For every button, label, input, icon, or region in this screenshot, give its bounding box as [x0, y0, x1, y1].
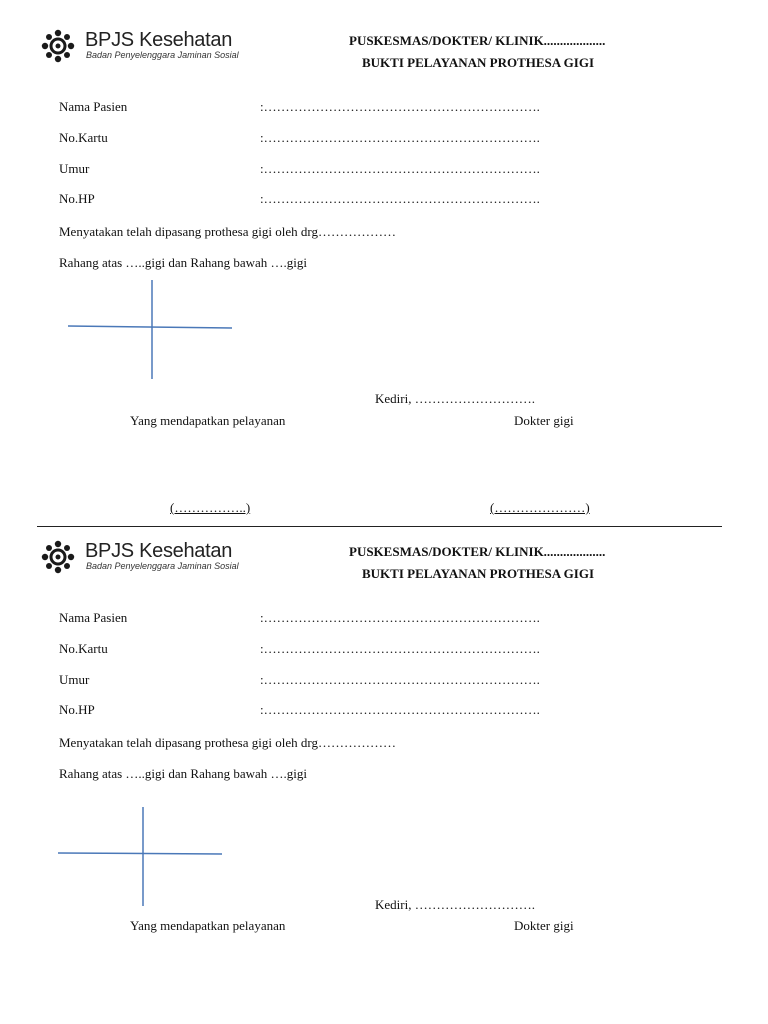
patient-name-field[interactable]: :………………………………………………………. [260, 99, 540, 114]
brand-tagline: Badan Penyelenggara Jaminan Sosial [86, 50, 239, 60]
jaw-count-statement: Rahang atas …..gigi dan Rahang bawah ….gigi [59, 766, 308, 781]
card-number-field[interactable]: :………………………………………………………. [260, 130, 540, 145]
clinic-header: PUSKESMAS/DOKTER/ KLINIK................... [349, 33, 606, 48]
card-number-label: No.Kartu [59, 641, 108, 656]
patient-signature-label: Yang mendapatkan pelayanan [130, 918, 286, 933]
clinic-header: PUSKESMAS/DOKTER/ KLINIK................... [349, 544, 606, 559]
dentist-signature-blank[interactable]: (…………………) [490, 500, 590, 515]
phone-field[interactable]: :………………………………………………………. [260, 191, 540, 206]
age-field[interactable]: :………………………………………………………. [260, 161, 540, 176]
brand-tagline: Badan Penyelenggara Jaminan Sosial [86, 561, 239, 571]
patient-name-label: Nama Pasien [59, 99, 128, 114]
form-title: BUKTI PELAYANAN PROTHESA GIGI [362, 566, 595, 581]
receipt-form-bottom [0, 511, 768, 1023]
age-field[interactable]: :………………………………………………………. [260, 672, 540, 687]
phone-label: No.HP [59, 191, 95, 206]
place-date: Kediri, ………………………. [375, 897, 535, 912]
brand-name: BPJS Kesehatan [85, 29, 233, 51]
bpjs-logo [41, 29, 241, 65]
patient-signature-label: Yang mendapatkan pelayanan [130, 413, 286, 428]
card-number-label: No.Kartu [59, 130, 108, 145]
place-date: Kediri, ………………………. [375, 391, 535, 406]
prosthesis-statement: Menyatakan telah dipasang prothesa gigi oleh drg……………… [59, 224, 396, 239]
age-label: Umur [59, 672, 90, 687]
dentist-signature-label: Dokter gigi [514, 918, 574, 933]
bpjs-emblem-icon [41, 540, 75, 574]
brand-name: BPJS Kesehatan [85, 540, 233, 562]
bpjs-logo [41, 540, 241, 576]
tooth-quadrant-chart [66, 279, 236, 381]
patient-name-label: Nama Pasien [59, 610, 128, 625]
form-title: BUKTI PELAYANAN PROTHESA GIGI [362, 55, 595, 70]
phone-label: No.HP [59, 702, 95, 717]
prosthesis-statement: Menyatakan telah dipasang prothesa gigi oleh drg……………… [59, 735, 396, 750]
tooth-quadrant-chart [56, 806, 226, 908]
patient-signature-blank[interactable]: (……………..) [170, 500, 251, 515]
card-number-field[interactable]: :………………………………………………………. [260, 641, 540, 656]
dentist-signature-label: Dokter gigi [514, 413, 574, 428]
age-label: Umur [59, 161, 90, 176]
jaw-count-statement: Rahang atas …..gigi dan Rahang bawah ….gigi [59, 255, 308, 270]
phone-field[interactable]: :………………………………………………………. [260, 702, 540, 717]
bpjs-emblem-icon [41, 29, 75, 63]
patient-name-field[interactable]: :………………………………………………………. [260, 610, 540, 625]
